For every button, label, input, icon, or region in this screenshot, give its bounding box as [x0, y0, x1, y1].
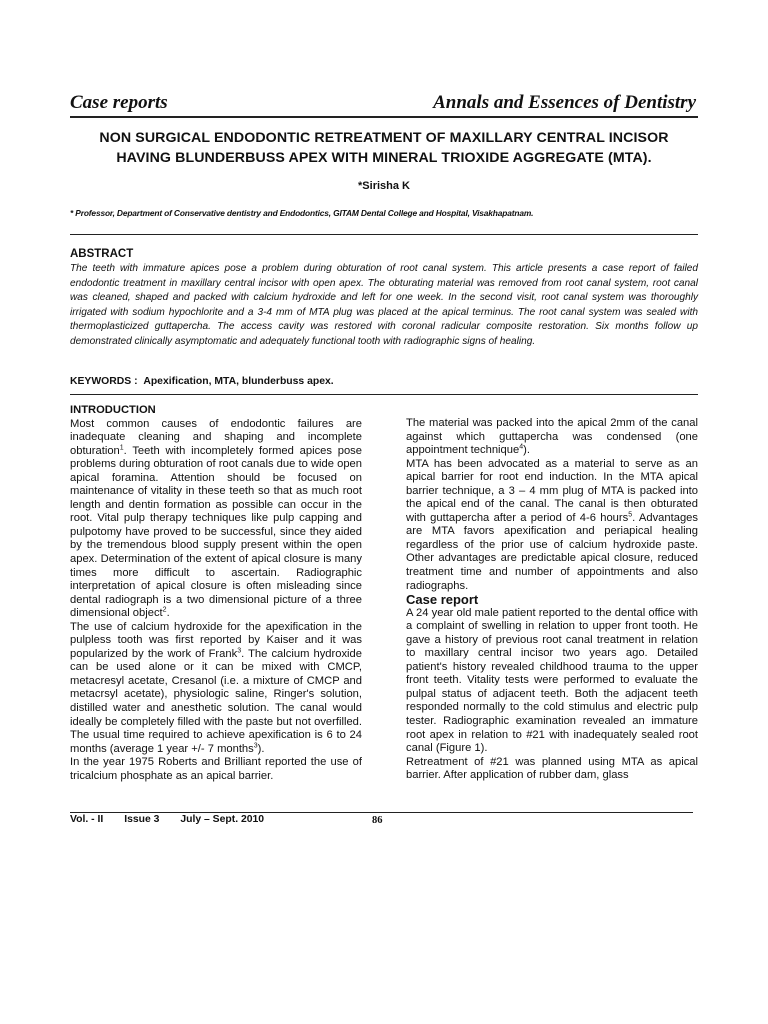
- intro-paragraph-1: [70, 418, 362, 621]
- abstract-text: The teeth with immature apices pose a problem during obturation of root canal system. This article presents a case report of failed endodontic treatment in maxillary central incisor with open apex. The obturating material was removed from root canal system, root canal was cleaned, shaped and packed with calcium hydroxide and left for one week. In the second visit, root canal system was thoroughly irrigated with sodium hypochlorite and a 3-4 mm of MTA plug was placed at the apical terminus. The root canal system was sealed with thermoplasticized guttapercha. The access cavity was restored with coronal radicular composite restoration. Six months follow up demonstrated clinically asymptomatic and adequately functional tooth with radiographic signs of healing.: [70, 263, 698, 347]
- footer-rule: [70, 812, 693, 813]
- citation-ref: 2: [162, 606, 167, 614]
- footer-date: July – Sept. 2010: [180, 814, 265, 825]
- right-paragraph-2: [406, 458, 698, 593]
- introduction-heading: INTRODUCTION: [70, 404, 156, 416]
- right-p1-text-b: ).: [523, 444, 530, 457]
- right-p2-text-b: . Advantages are MTA favors apexification and periapical healing regardless of the prior use of calcium hydroxide paste. Other advantages are predictable apical closure, reduced treatment time and number of appointments and also radiographs.: [406, 511, 698, 592]
- intro-p2-text-c: ).: [257, 742, 265, 755]
- intro-p2-text-a: The use of calcium hydroxide for the apexification in the pulpless tooth was first reported by Kaiser and it was popularized by the work of Frank: [70, 620, 362, 660]
- intro-paragraph-2: [70, 621, 362, 756]
- intro-p2-text-b: . The calcium hydroxide can be used alone or it can be mixed with CMCP, metacresyl acetate, Cresanol (i.e. a mixture of CMCP and metacrsyl acetate), physiologic saline, Ringer's solution, distilled water and anesthetic solution. The canal would ideally be completely filled with the paste but not overfilled. The usual time required to achieve apexification is 6 to 24 months (average 1 year +/- 7 months: [70, 647, 362, 755]
- journal-name: Annals and Essences of Dentistry: [433, 92, 696, 113]
- right-column: [406, 417, 698, 783]
- author-affiliation: * Professor, Department of Conservative dentistry and Endodontics, GITAM Dental College and Hospital, Visakhapatnam.: [70, 208, 534, 218]
- case-report-heading: Case report: [406, 592, 479, 608]
- keywords-rule: [70, 394, 698, 395]
- keywords: [70, 376, 698, 387]
- keywords-list: Apexification, MTA, blunderbuss apex.: [143, 376, 334, 387]
- intro-p1-text-a: Most common causes of endodontic failures are inadequate cleaning and shaping and incomplete obturation: [70, 417, 362, 457]
- author: *Sirisha K: [358, 180, 410, 192]
- footer: [70, 814, 282, 825]
- citation-ref: 1: [119, 443, 124, 451]
- page-number: 86: [372, 815, 383, 826]
- article-title: [70, 128, 698, 168]
- citation-ref: 4: [519, 443, 524, 451]
- header-rule: [70, 116, 698, 118]
- citation-ref: 3: [253, 741, 258, 749]
- intro-p1-text-b: . Teeth with incompletely formed apices pose problems during obturation of root canals due to wide open apical foramina. Attention should be focused on maintenance of vitality in these teeth so that as much root length and dentin formation as possible can occur in the root. Vital pulp therapy techniques like pulp capping and pulpotomy have proved to be successful, since they aided by the tremendous blood supply present within the open apex. Determination of the extent of apical closure is many times more difficult to ascertain. Radiographic interpretation of apical closure is often misleading since dental radiograph is a two dimensional picture of a three dimensional object: [70, 444, 362, 620]
- article-title-line-2: HAVING BLUNDERBUSS APEX WITH MINERAL TRIOXIDE AGGREGATE (MTA).: [116, 150, 652, 166]
- affiliation-rule: [70, 234, 698, 235]
- abstract-heading: ABSTRACT: [70, 248, 134, 260]
- right-p1-text-a: The material was packed into the apical 2mm of the canal against which guttapercha was condensed (one appointment technique: [406, 417, 698, 457]
- footer-issue: Issue 3: [124, 814, 160, 825]
- right-p2-text-a: MTA has been advocated as a material to serve as an apical barrier for root end induction. In the MTA apical barrier technique, a 3 – 4 mm plug of MTA is packed into the apical end of the canal. The canal is then obturated with guttapercha after a period of 4-6 hours: [406, 457, 698, 524]
- section-label: Case reports: [70, 92, 168, 113]
- article-title-line-1: NON SURGICAL ENDODONTIC RETREATMENT OF MAXILLARY CENTRAL INCISOR: [99, 130, 669, 146]
- case-paragraph-1: A 24 year old male patient reported to the dental office with a complaint of swelling in relation to upper front tooth. He gave a history of previous root canal treatment in relation to maxillary central incisor two years ago. Detailed patient's history revealed childhood trauma to the upper front teeth. Vitality tests were performed to evaluate the pulpal status of adjacent teeth. Both the adjacent teeth responded normally to the cold stimulus and electric pulp tester. Radiographic examination revealed an immature root apex in relation to #21 with inadequately sealed root canal (Figure 1).: [406, 606, 698, 755]
- intro-p1-text-c: .: [166, 607, 170, 620]
- left-column: [70, 404, 362, 783]
- citation-ref: 5: [628, 511, 633, 519]
- intro-paragraph-3: In the year 1975 Roberts and Brilliant reported the use of tricalcium phosphate as an apical barrier.: [70, 756, 362, 782]
- footer-volume: Vol. - II: [70, 814, 104, 825]
- citation-ref: 3: [237, 647, 242, 655]
- case-paragraph-2: Retreatment of #21 was planned using MTA as apical barrier. After application of rubber dam, glass: [406, 755, 698, 782]
- right-paragraph-1: [406, 417, 698, 458]
- keywords-label: KEYWORDS :: [70, 376, 138, 387]
